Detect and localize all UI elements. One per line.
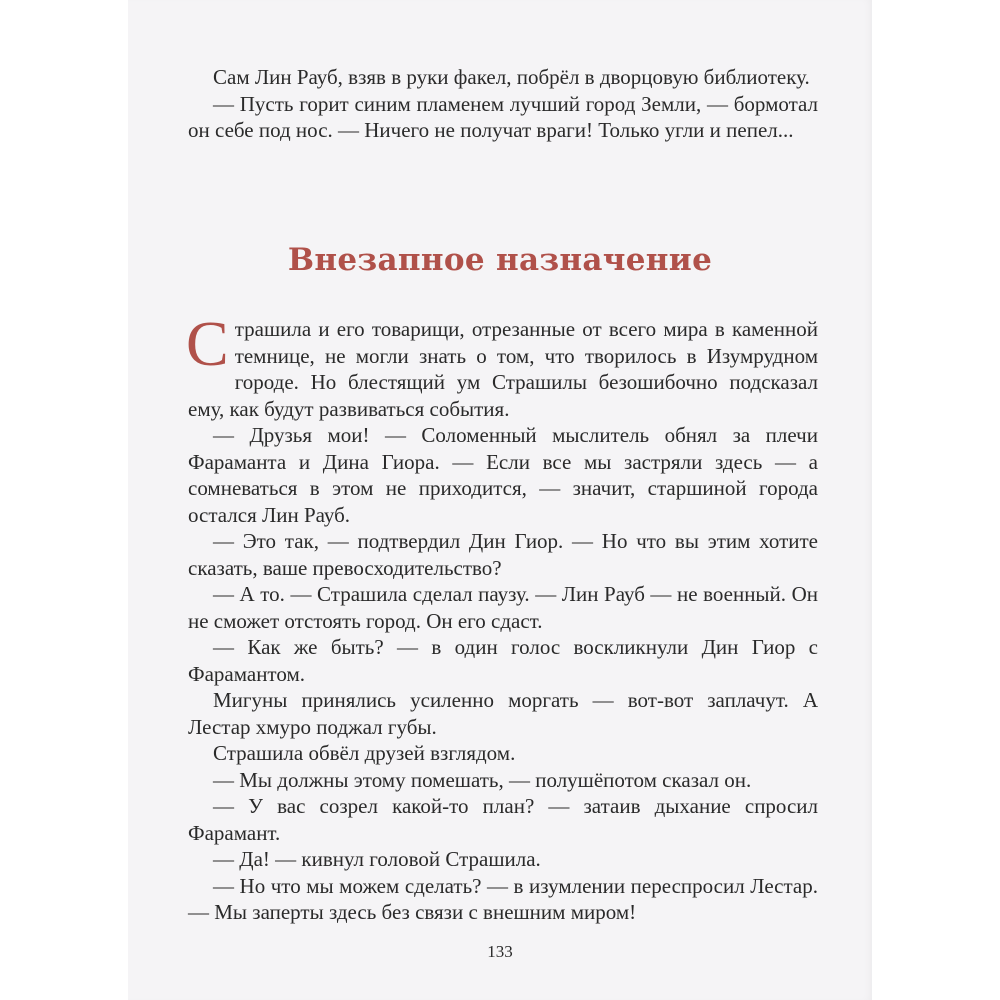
top-text-block	[188, 64, 818, 144]
paragraph: — У вас созрел какой-то план? — затаив дыхание спросил Фарамант.	[188, 794, 818, 845]
drop-cap: С	[186, 308, 229, 379]
chapter-body	[186, 308, 818, 926]
book-page	[128, 0, 872, 1000]
first-paragraph	[186, 308, 818, 422]
chapter-title: Внезапное назначение	[287, 242, 713, 278]
paragraph: — Мы должны этому помешать, — полушёпотом сказал он.	[213, 767, 752, 792]
paragraph: — Это так, — подтвердил Дин Гиор. — Но что вы этим хотите сказать, ваше превосходительство?	[188, 529, 818, 580]
paragraph: — Как же быть? — в один голос воскликнули Дин Гиор с Фарамантом.	[188, 635, 818, 686]
paragraph: — А то. — Страшила сделал паузу. — Лин Рауб — не военный. Он не сможет отстоять город. Он его сдаст.	[188, 582, 818, 633]
paragraph: Страшила обвёл друзей взглядом.	[213, 741, 516, 765]
first-paragraph-text: трашила и его товарищи, отрезанные от всего мира в каменной темнице, не могли знать о том, что творилось в Изумрудном городе. Но блестящий ум Страшилы безошибочно подсказал ему, как будут развиваться события.	[188, 317, 818, 421]
paragraph: — Да! — кивнул головой Страшила.	[213, 847, 541, 871]
paragraph: — Пусть горит синим пламенем лучший город Земли, — бормотал он себе под нос. — Ничего не получат враги! Только угли и пепел...	[188, 91, 818, 142]
paragraph: — Но что мы можем сделать? — в изумлении переспросил Лестар. — Мы заперты здесь без связи с внешним миром!	[188, 873, 818, 924]
page-number: 133	[487, 942, 513, 961]
paragraph: Сам Лин Рауб, взяв в руки факел, побрёл в дворцовую библиотеку.	[213, 65, 810, 89]
paragraph: — Друзья мои! — Соломенный мыслитель обнял за плечи Фараманта и Дина Гиора. — Если все мы застряли здесь — а сомневаться в этом не приходится, — значит, старшиной города остался Лин Рауб.	[188, 423, 818, 527]
paragraph: Мигуны принялись усиленно моргать — вот-вот заплачут. А Лестар хмуро поджал губы.	[188, 688, 818, 739]
